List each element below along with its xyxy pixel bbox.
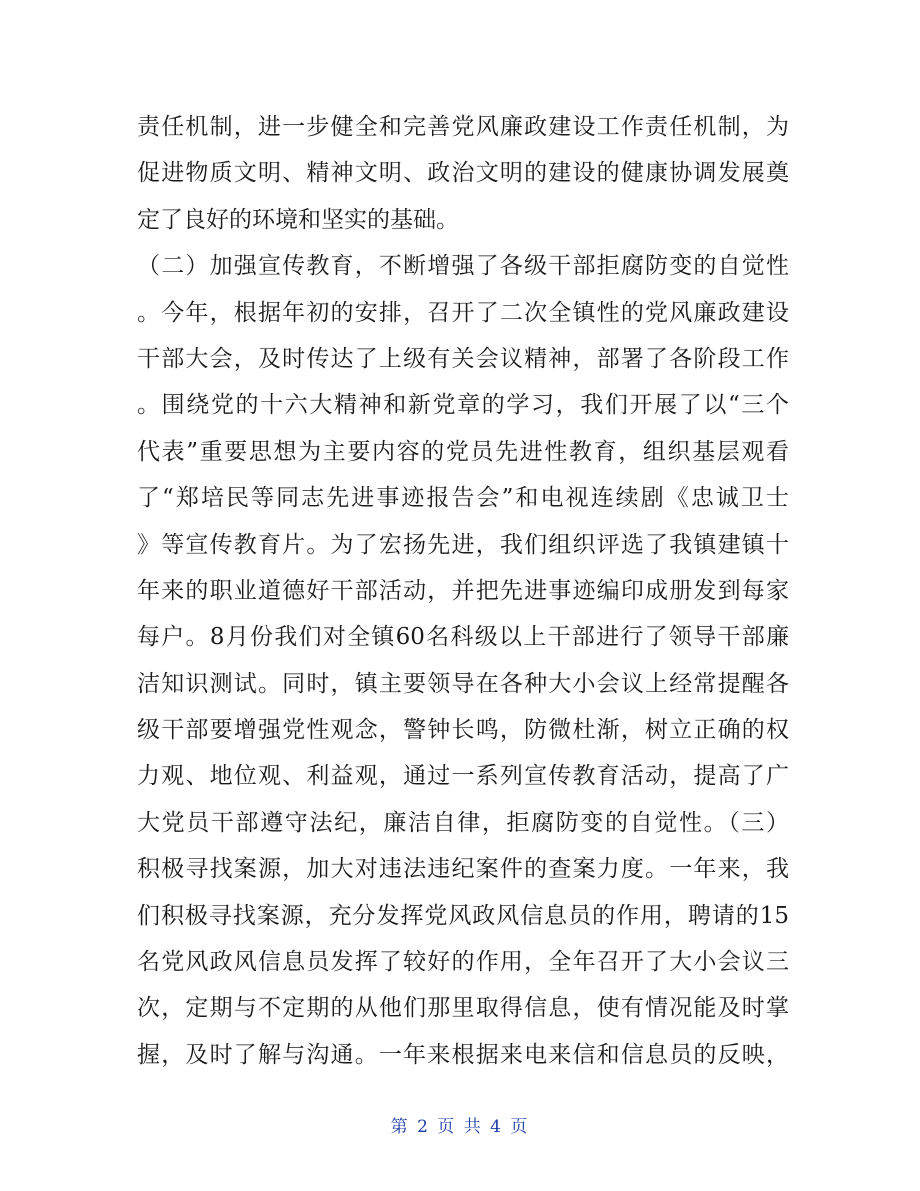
text-line: 责任机制，进一步健全和完善党风廉政建设工作责任机制，为 xyxy=(137,114,789,140)
text-line: 次，定期与不定期的从他们那里取得信息，使有情况能及时掌 xyxy=(137,995,789,1022)
document-body xyxy=(137,104,789,1078)
text-line: 。围绕党的十六大精神和新党章的学习，我们开展了以“三个 xyxy=(137,392,789,419)
text-line: 代表”重要思想为主要内容的党员先进性教育，组织基层观看 xyxy=(137,438,789,465)
text-line: 》等宣传教育片。为了宏扬先进，我们组织评选了我镇建镇十 xyxy=(137,531,789,558)
text-line: 名党风政风信息员发挥了较好的作用，全年召开了大小会议三 xyxy=(137,949,789,976)
text-line: 促进物质文明、精神文明、政治文明的建设的健康协调发展奠 xyxy=(137,160,789,187)
text-line: 了“郑培民等同志先进事迹报告会”和电视连续剧《忠诚卫士 xyxy=(137,485,789,512)
text-line: 定了良好的环境和坚实的基础。 xyxy=(137,206,459,233)
text-line: 洁知识测试。同时，镇主要领导在各种大小会议上经常提醒各 xyxy=(137,670,789,697)
text-line: 。今年，根据年初的安排，召开了二次全镇性的党风廉政建设 xyxy=(137,299,789,326)
text-line: 们积极寻找案源，充分发挥党风政风信息员的作用，聘请的15 xyxy=(137,902,789,929)
text-line: 力观、地位观、利益观，通过一系列宣传教育活动，提高了广 xyxy=(137,763,789,790)
text-line: 大党员干部遵守法纪，廉洁自律，拒腐防变的自觉性。（三） xyxy=(137,809,789,836)
text-line: 每户。8月份我们对全镇60名科级以上干部进行了领导干部廉 xyxy=(137,624,789,651)
text-line: 年来的职业道德好干部活动，并把先进事迹编印成册发到每家 xyxy=(137,577,789,604)
page-number-footer: 第 2 页 共 4 页 xyxy=(390,1117,530,1137)
text-line: 握，及时了解与沟通。一年来根据来电来信和信息员的反映， xyxy=(137,1041,789,1068)
text-line: 干部大会，及时传达了上级有关会议精神，部署了各阶段工作 xyxy=(137,345,789,372)
text-line: 积极寻找案源，加大对违法违纪案件的查案力度。一年来，我 xyxy=(137,856,789,883)
text-line: 级干部要增强党性观念，警钟长鸣，防微杜渐，树立正确的权 xyxy=(137,717,789,744)
text-line: （二）加强宣传教育，不断增强了各级干部拒腐防变的自觉性 xyxy=(137,253,789,280)
